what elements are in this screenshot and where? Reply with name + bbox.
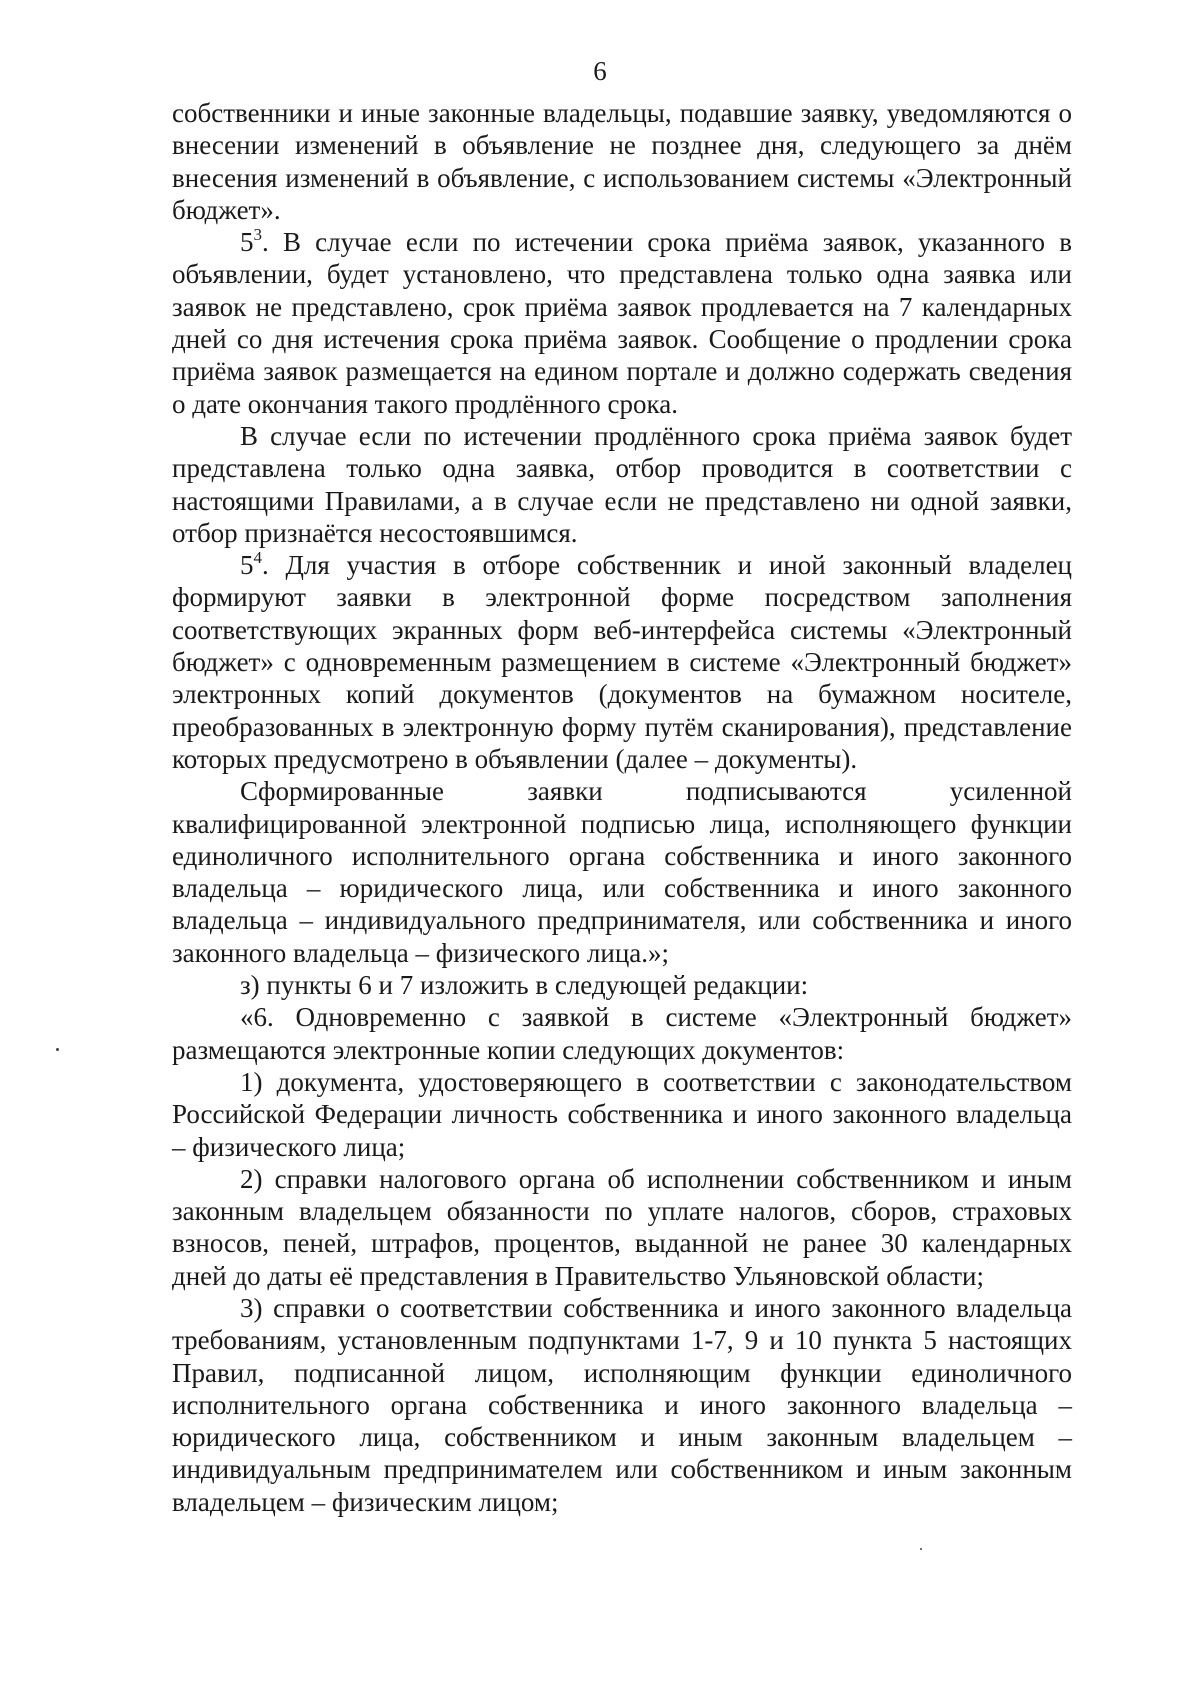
clause-number: 5	[240, 550, 254, 581]
clause-superscript: 3	[253, 225, 262, 245]
clause-number: 5	[240, 227, 254, 258]
paragraph-5-4	[172, 549, 1072, 775]
paragraph-5-3	[172, 226, 1072, 420]
paragraph-signature: Сформированные заявки подписываются усиленной квалифицированной электронной подписью лица, исполняющего функции единоличного исполнительного органа собственника и иного законного владельца – юридического лица, или собственника и иного законного владельца – индивидуального предпринимателя, или собственника и иного законного владельца – физического лица.»;	[172, 776, 1072, 968]
paragraph-6: «6. Одновременно с заявкой в системе «Электронный бюджет» размещаются электронные копии следующих документов:	[172, 1002, 1072, 1065]
paragraph-owners-notified: собственники и иные законные владельцы, подавшие заявку, уведомляются о внесении изменений в объявление не позднее дня, следующего за днём внесения изменений в объявление, с использованием системы «Электронный бюджет».	[172, 98, 1072, 225]
page-number: 6	[593, 56, 607, 86]
paragraph-extended-deadline: В случае если по истечении продлённого срока приёма заявок будет представлена только одна заявка, отбор проводится в соответствии с настоящими Правилами, а в случае если не представлено ни одной заявки, отбор признаётся несостоявшимся.	[172, 420, 1072, 548]
scan-speck	[56, 1048, 59, 1051]
list-item-3: 3) справки о соответствии собственника и иного законного владельца требованиям, установленным подпунктами 1-7, 9 и 10 пункта 5 настоящих Правил, подписанной лицом, исполняющим функции единоличного исполнительного органа собственника и иного законного владельца – юридического лица, собственником и иным законным владельцем – индивидуальным предпринимателем или собственником и иным законным владельцем – физическим лицом;	[172, 1292, 1072, 1517]
list-item-2: 2) справки налогового органа об исполнении собственником и иным законным владельцем обязанности по уплате налогов, сборов, страховых взносов, пеней, штрафов, процентов, выданной не ранее 30 календарных дней до даты её представления в Правительство Ульяновской области;	[172, 1163, 1072, 1291]
list-item-1: 1) документа, удостоверяющего в соответствии с законодательством Российской Федерации личность собственника и иного законного владельца – физического лица;	[172, 1066, 1072, 1162]
clause-text: . Для участия в отборе собственник и иной законный владелец формируют заявки в электронной форме посредством заполнения соответствующих экранных форм веб-интерфейса системы «Электронный бюджет» с одновременным размещением в системе «Электронный бюджет» электронных копий документов (документов на бумажном носителе, преобразованных в электронную форму путём сканирования), представление которых предусмотрено в объявлении (далее – документы).	[172, 550, 1072, 774]
paragraph-amendment-z: з) пункты 6 и 7 изложить в следующей редакции:	[240, 970, 809, 1001]
document-body	[172, 97, 1072, 1518]
clause-text: . В случае если по истечении срока приёма заявок, указанного в объявлении, будет установлено, что представлена только одна заявка или заявок не представлено, срок приёма заявок продлевается на 7 календарных дней со дня истечения срока приёма заявок. Сообщение о продлении срока приёма заявок размещается на едином портале и должно содержать сведения о дате окончания такого продлённого срока.	[172, 227, 1072, 419]
clause-superscript: 4	[253, 548, 262, 568]
scan-speck	[920, 1548, 922, 1550]
